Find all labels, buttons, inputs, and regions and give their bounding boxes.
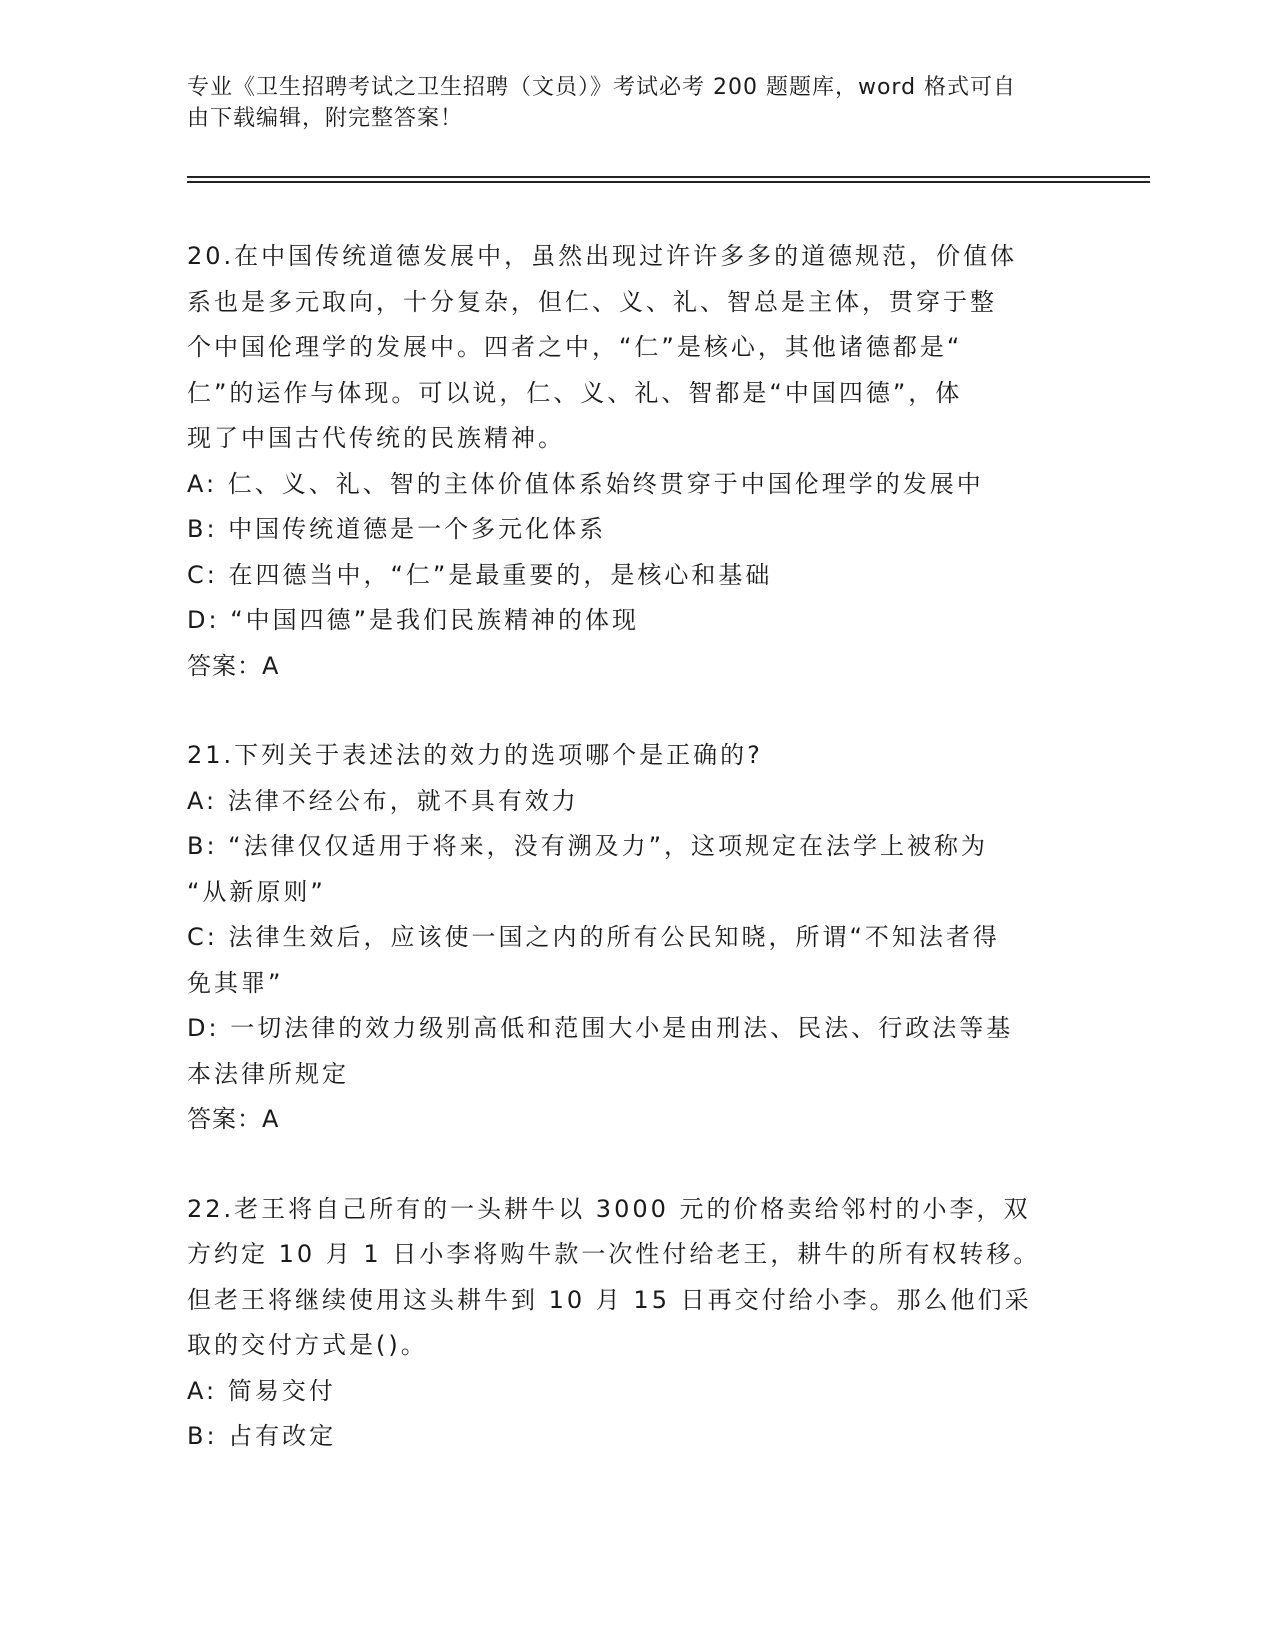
question-stem-line: 现了中国古代传统的民族精神。 <box>187 424 565 452</box>
document-header <box>187 72 1067 134</box>
option-b: B: “法律仅仅适用于将来，没有溯及力”，这项规定在法学上被称为 <box>187 832 989 860</box>
question-stem-line: 系也是多元取向，十分复杂，但仁、义、礼、智总是主体，贯穿于整 <box>187 287 997 316</box>
question-list <box>187 234 1087 1504</box>
header-line-2: 由下载编辑，附完整答案！ <box>187 106 464 131</box>
question-20 <box>187 234 1087 689</box>
question-stem-line: 仁”的运作与体现。可以说，仁、义、礼、智都是“中国四德”，体 <box>187 378 963 407</box>
question-stem-line: 21.下列关于表述法的效力的选项哪个是正确的? <box>187 741 763 769</box>
header-divider-bottom <box>187 181 1150 183</box>
option-a: A: 简易交付 <box>187 1376 336 1405</box>
answer-label: 答案：A <box>187 651 280 680</box>
option-d: D: “中国四德”是我们民族精神的体现 <box>187 606 640 634</box>
option-b: B: 中国传统道德是一个多元化体系 <box>187 515 607 543</box>
header-divider-top <box>187 176 1150 178</box>
option-b: B: 占有改定 <box>187 1422 337 1450</box>
option-d-continued: 本法律所规定 <box>187 1059 349 1088</box>
option-d: D: 一切法律的效力级别高低和范围大小是由刑法、民法、行政法等基 <box>187 1014 1014 1042</box>
option-b-continued: “从新原则” <box>187 877 326 906</box>
question-stem-line: 22.老王将自己所有的一头耕牛以 3000 元的价格卖给邻村的小李，双 <box>187 1194 1031 1223</box>
answer-label: 答案：A <box>187 1105 280 1133</box>
option-c-continued: 免其罪” <box>187 968 284 997</box>
header-line-1: 专业《卫生招聘考试之卫生招聘（文员）》考试必考 200 题题库，word 格式可自 <box>187 75 1017 100</box>
option-a: A: 法律不经公布，就不具有效力 <box>187 786 579 815</box>
option-a: A: 仁、义、礼、智的主体价值体系始终贯穿于中国伦理学的发展中 <box>187 469 984 498</box>
question-stem-line: 方约定 10 月 1 日小李将购牛款一次性付给老王，耕牛的所有权转移。 <box>187 1240 1041 1268</box>
option-c: C: 法律生效后，应该使一国之内的所有公民知晓，所谓“不知法者得 <box>187 923 1000 951</box>
question-22 <box>187 1187 1087 1460</box>
question-stem-line: 20.在中国传统道德发展中，虽然出现过许许多多的道德规范，价值体 <box>187 242 1018 270</box>
question-21 <box>187 733 1087 1143</box>
question-stem-line: 取的交付方式是()。 <box>187 1331 428 1359</box>
question-stem-line: 但老王将继续使用这头耕牛到 10 月 15 日再交付给小李。那么他们采 <box>187 1285 1032 1314</box>
question-stem-line: 个中国伦理学的发展中。四者之中，“仁”是核心，其他诸德都是“ <box>187 333 963 361</box>
option-c: C: 在四德当中，“仁”是最重要的，是核心和基础 <box>187 560 773 589</box>
